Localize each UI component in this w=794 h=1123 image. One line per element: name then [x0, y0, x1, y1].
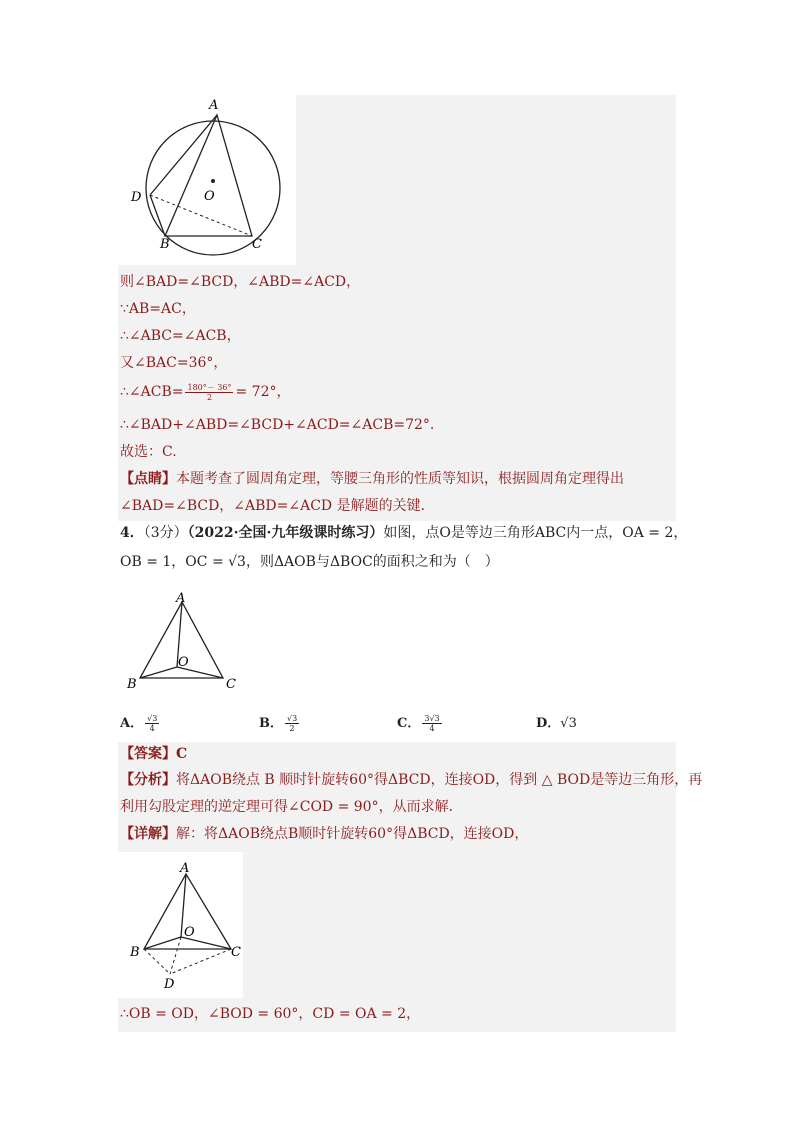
- option-c-letter: C．: [397, 716, 421, 731]
- circle-label-d: D: [131, 190, 142, 205]
- triangle-label-c: C: [226, 677, 236, 692]
- option-a[interactable]: [120, 712, 161, 733]
- triangle-label-o: O: [178, 655, 189, 670]
- question-score: （3分）: [143, 525, 188, 541]
- circle-label-a: A: [209, 98, 219, 113]
- option-c-num: 3√3: [424, 714, 440, 723]
- circle-label-c: C: [252, 237, 262, 252]
- fraction-result: = 72°，: [235, 384, 291, 400]
- detail-line-1: [120, 824, 528, 844]
- option-b-fraction: [285, 714, 299, 733]
- analysis-line-1: [120, 770, 702, 790]
- fraction-denominator: 2: [206, 392, 213, 402]
- comment-line-2: ∠BAD=∠BCD，∠ABD=∠ACD 是解题的关键.: [120, 498, 426, 514]
- circle-label-b: B: [160, 237, 170, 252]
- question-stem-1: 如图，点O是等边三角形ABC内一点，OA = 2，: [383, 525, 688, 541]
- circle-label-o: O: [204, 189, 215, 204]
- solution-line-1: 则∠BAD=∠BCD，∠ABD=∠ACD，: [120, 274, 361, 290]
- option-d-letter: D．: [536, 716, 561, 731]
- circle-figure: [120, 95, 296, 265]
- solution-line-2: ∵AB=AC，: [120, 301, 196, 317]
- rotation-label-b: B: [130, 945, 140, 960]
- question-source: （2022·全国·九年级课时练习）: [187, 525, 384, 541]
- rotation-label-o: O: [184, 925, 195, 940]
- detail-text-1: 解：将ΔAOB绕点B顺时针旋转60°得ΔBCD，连接OD，: [176, 826, 529, 842]
- solution-line-4: 又∠BAC=36°，: [120, 355, 228, 371]
- option-c-fraction: [422, 714, 441, 733]
- comment-tag: 【点睛】: [120, 471, 176, 487]
- solution-fraction: [185, 383, 233, 402]
- option-d-value: √3: [560, 716, 577, 731]
- option-b-letter: B．: [259, 716, 283, 731]
- option-d[interactable]: [536, 712, 577, 731]
- detail-line-2: ∴OB = OD，∠BOD = 60°，CD = OA = 2，: [120, 1006, 421, 1022]
- triangle-label-b: B: [127, 677, 137, 692]
- question-4-line-1: [120, 523, 687, 543]
- option-a-fraction: [145, 714, 159, 733]
- option-a-num: √3: [147, 714, 158, 723]
- solution-line-7: 故选：C.: [120, 444, 177, 460]
- detail-tag: 【详解】: [120, 826, 176, 842]
- option-a-den: 4: [149, 724, 155, 733]
- triangle-label-a: A: [176, 591, 186, 606]
- option-b-den: 2: [289, 724, 295, 733]
- answer-value: C: [176, 746, 188, 762]
- solution-line-5: [120, 382, 290, 402]
- option-b[interactable]: [259, 712, 301, 733]
- analysis-text-1: 将ΔAOB绕点 B 顺时针旋转60°得ΔBCD，连接OD，得到 △ BOD是等边三角形，再: [176, 772, 703, 788]
- solution-line-3: ∴∠ABC=∠ACB，: [120, 328, 241, 344]
- question-stem-2: OB = 1，OC = √3，则ΔAOB与ΔBOC的面积之和为（ ）: [120, 554, 499, 570]
- solution-line-5-text: ∴∠ACB=: [120, 384, 184, 400]
- analysis-tag: 【分析】: [120, 772, 176, 788]
- answer-line: [120, 744, 187, 764]
- option-a-letter: A．: [120, 716, 144, 731]
- triangle-figure: [120, 590, 250, 692]
- rotation-label-c: C: [231, 945, 241, 960]
- rotation-label-a: A: [180, 861, 190, 876]
- solution-background-top: [296, 95, 676, 265]
- rotation-figure: [120, 852, 243, 998]
- fraction-numerator: 180°－ 36°: [187, 382, 232, 392]
- rotation-label-d: D: [164, 977, 175, 992]
- comment-line-1: [120, 469, 624, 489]
- analysis-line-2: 利用勾股定理的逆定理可得∠COD = 90°，从而求解．: [120, 799, 463, 815]
- detail-background-right: [243, 852, 676, 998]
- option-b-num: √3: [287, 714, 298, 723]
- answer-tag: 【答案】: [120, 746, 176, 762]
- comment-text-1: 本题考查了圆周角定理，等腰三角形的性质等知识，根据圆周角定理得出: [176, 471, 624, 487]
- question-number: 4．: [120, 525, 144, 541]
- option-c-den: 4: [429, 724, 435, 733]
- solution-line-6: ∴∠BAD+∠ABD=∠BCD+∠ACD=∠ACB=72°.: [120, 417, 435, 433]
- option-c[interactable]: [397, 712, 444, 733]
